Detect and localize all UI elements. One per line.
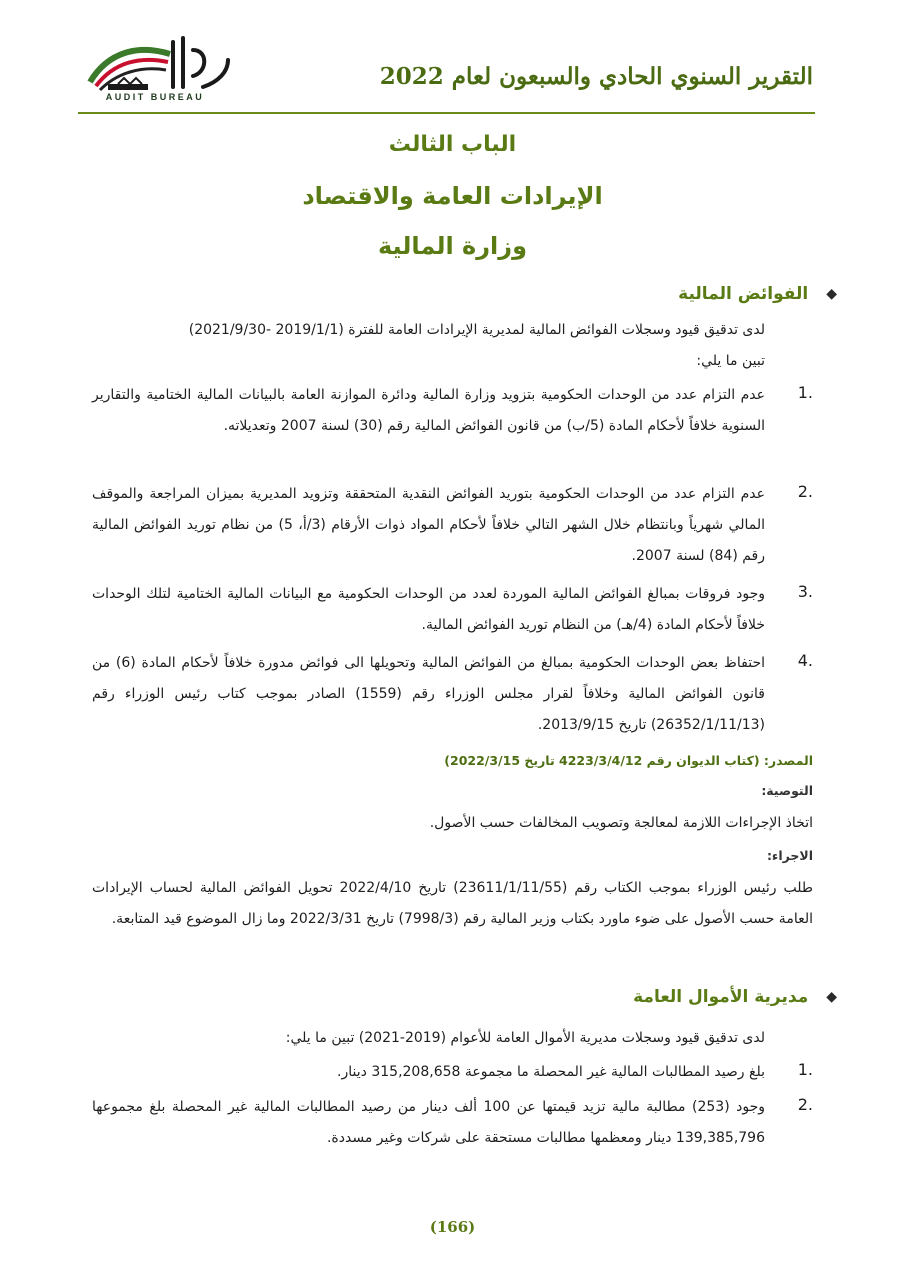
page-number: (166) <box>429 1218 476 1236</box>
ministry-title: وزارة المالية <box>377 232 527 260</box>
section-heading-financial-surpluses <box>678 284 837 304</box>
list-item: وجود فروقات بمبالغ الفوائض المالية الموردة لعدد من الوحدات الحكومية مع البيانات المالية الختامية لتلك الوحدات خلافاً لأحكام المادة (4/هـ) من النظام توريد الفوائض المالية. <box>92 586 765 633</box>
list-number: 3. <box>797 582 813 601</box>
header-divider <box>78 112 815 114</box>
list-number: 2. <box>797 482 813 501</box>
report-title: التقرير السنوي الحادي والسبعون لعام 2022 <box>379 63 813 90</box>
diamond-bullet-icon: ◆ <box>826 989 837 1005</box>
logo-subtitle: AUDIT BUREAU <box>105 92 205 102</box>
section2-intro: لدى تدقيق قيود وسجلات مديرية الأموال العامة للأعوام (2019-2021) تبين ما يلي: <box>285 1030 765 1046</box>
section1-lead: تبين ما يلي: <box>696 353 765 369</box>
list-item: وجود (253) مطالبة مالية تزيد قيمتها عن 100 ألف دينار من رصيد المطالبات المالية غير المحصلة بلغ مجموعها 139,385,796 دينار ومعظمها مطالبات مستحقة على شركات وغير مسددة. <box>92 1099 766 1146</box>
action-text: طلب رئيس الوزراء بموجب الكتاب رقم (23611/1/11/55) تاريخ 2022/4/10 تحويل الفوائض المالية لحساب الإيرادات العامة حسب الأصول على ضوء ماورد بكتاب وزير المالية رقم (7998/3) تاريخ 2022/3/31 وما زال الموضوع قيد المتابعة. <box>92 880 814 927</box>
list-number: 1. <box>797 383 813 402</box>
list-item: عدم التزام عدد من الوحدات الحكومية بتزويد وزارة المالية ودائرة الموازنة العامة بالبيانات المالية الختامية والتقارير السنوية خلافاً لأحكام المادة (5/ب) من قانون الفوائض المالية رقم (30) لسنة 2007 وتعديلاته. <box>92 387 765 434</box>
list-number: 2. <box>797 1095 813 1114</box>
recommendation-label: التوصية: <box>761 783 813 798</box>
section-heading-text: مديرية الأموال العامة <box>633 987 809 1007</box>
chapter-title: الإيرادات العامة والاقتصاد <box>302 182 603 210</box>
recommendation-text: اتخاذ الإجراءات اللازمة لمعالجة وتصويب المخالفات حسب الأصول. <box>429 815 813 831</box>
section1-intro: لدى تدقيق قيود وسجلات الفوائض المالية لمديرية الإيرادات العامة للفترة (2019/1/1 -2021/9/30) <box>188 322 765 338</box>
list-item: عدم التزام عدد من الوحدات الحكومية بتوريد الفوائض النقدية المتحققة وتزويد المديرية بميزان المراجعة والموقف المالي شهرياً وبانتظام خلال الشهر التالي خلافاً لأحكام المواد ذوات الأرقام (3/أ، 5) من نظام توريد الفوائض المالية رقم (84) لسنة 2007. <box>92 486 765 564</box>
action-label: الاجراء: <box>766 848 813 863</box>
section-heading-public-funds <box>633 987 837 1007</box>
section-heading-text: الفوائض المالية <box>678 284 809 304</box>
list-item: بلغ رصيد المطالبات المالية غير المحصلة ما مجموعة 315,208,658 دينار. <box>337 1064 765 1080</box>
source-citation: المصدر: (كتاب الديوان رقم 4223/3/4/12 تاريخ 2022/3/15) <box>444 753 813 768</box>
list-number: 4. <box>797 651 813 670</box>
list-item: احتفاظ بعض الوحدات الحكومية بمبالغ من الفوائض المالية وتحويلها الى فوائض مدورة خلافاً لأحكام المادة (6) من قانون الفوائض المالية وخلافاً لقرار مجلس الوزراء رقم (1559) الصادر بموجب كتاب رئيس الوزراء رقم (26352/1/11/13) تاريخ 2013/9/15. <box>92 655 765 733</box>
chapter-part: الباب الثالث <box>388 132 517 157</box>
diamond-bullet-icon: ◆ <box>826 286 837 302</box>
list-number: 1. <box>797 1060 813 1079</box>
